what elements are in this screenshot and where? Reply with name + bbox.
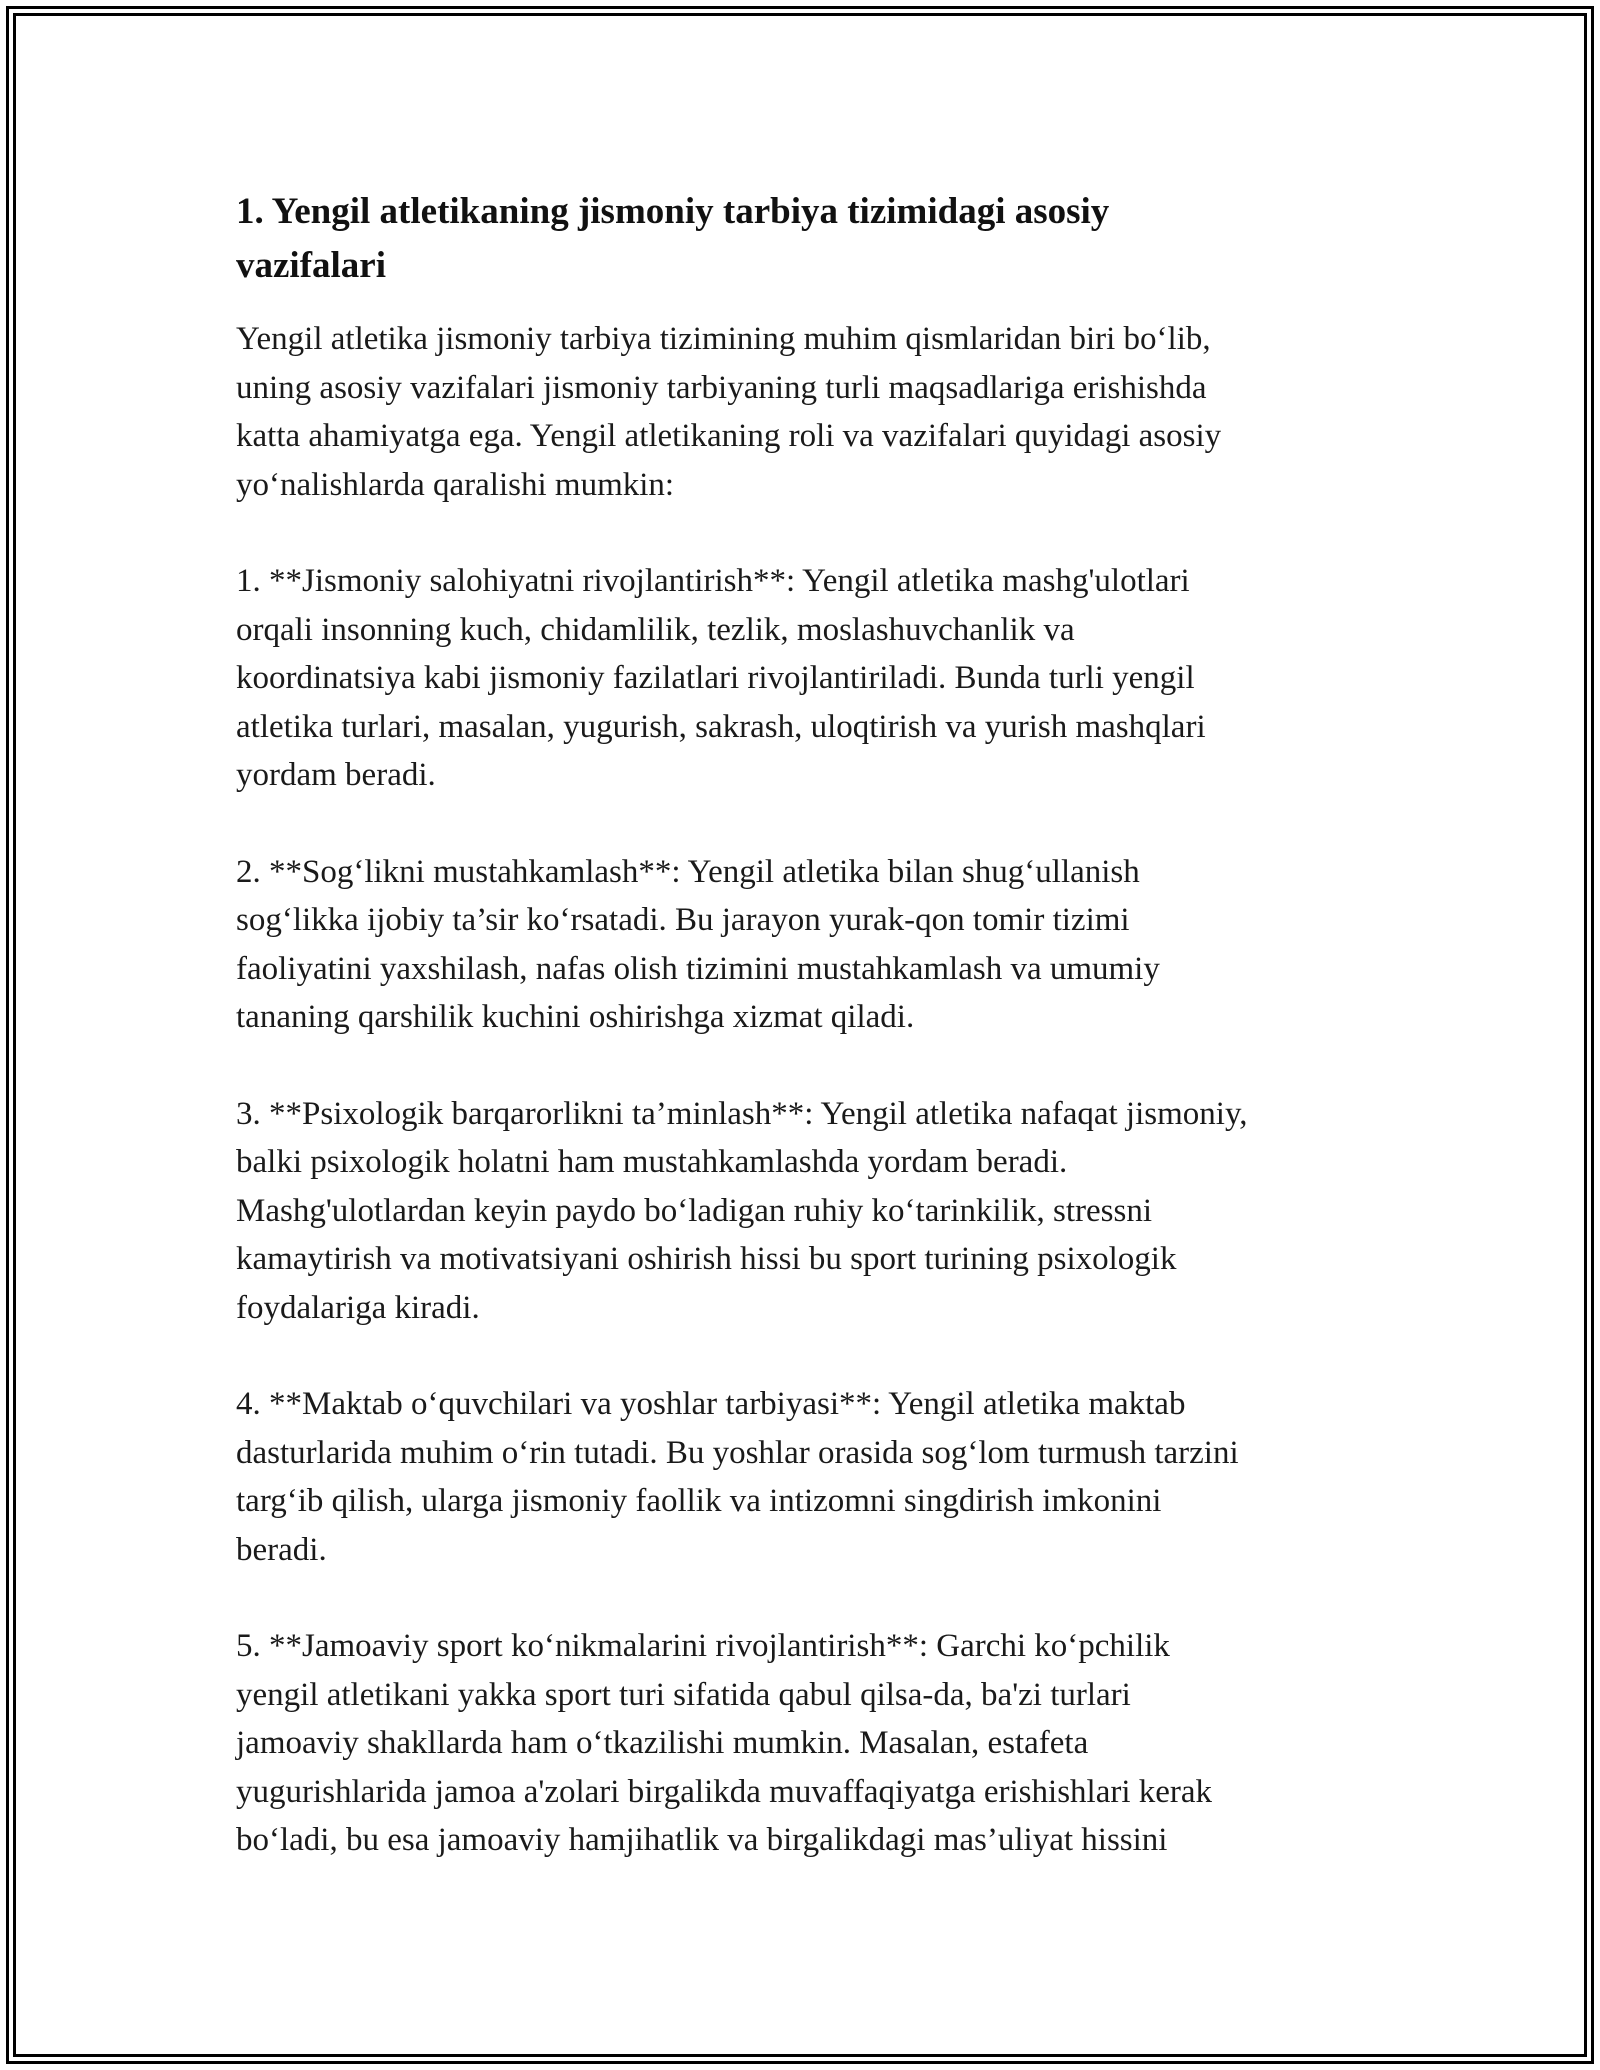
- paragraph-line: yengil atletikani yakka sport turi sifatida qabul qilsa-da, ba'zi turlari: [236, 1676, 1131, 1713]
- heading-line: vazifalari: [236, 245, 387, 286]
- paragraph-line: atletika turlari, masalan, yugurish, sakrash, uloqtirish va yurish mashqlari: [236, 708, 1206, 745]
- section-heading: [236, 185, 1386, 293]
- paragraph-line: yo‘nalishlarda qaralishi mumkin:: [236, 466, 675, 503]
- paragraph-line: yugurishlarida jamoa a'zolari birgalikda muvaffaqiyatga erishishlari kerak: [236, 1773, 1213, 1810]
- heading-line: 1. Yengil atletikaning jismoniy tarbiya tizimidagi asosiy: [236, 191, 1110, 232]
- paragraph-line: uning asosiy vazifalari jismoniy tarbiyaning turli maqsadlariga erishishda: [236, 369, 1207, 406]
- paragraph-line: yordam beradi.: [236, 757, 436, 793]
- paragraph-line: bo‘ladi, bu esa jamoaviy hamjihatlik va birgalikdagi mas’uliyat hissini: [236, 1822, 1168, 1858]
- paragraph-line: Mashg'ulotlardan keyin paydo bo‘ladigan ruhiy ko‘tarinkilik, stressni: [236, 1192, 1153, 1229]
- paragraph-line: katta ahamiyatga ega. Yengil atletikaning roli va vazifalari quyidagi asosiy: [236, 418, 1222, 454]
- list-item-4-paragraph: [236, 1380, 1386, 1574]
- paragraph-line: 2. **Sog‘likni mustahkamlash**: Yengil atletika bilan shug‘ullanish: [236, 853, 1140, 890]
- paragraph-line: orqali insonning kuch, chidamlilik, tezlik, moslashuvchanlik va: [236, 611, 1075, 648]
- paragraph-line: tananing qarshilik kuchini oshirishga xizmat qiladi.: [236, 999, 915, 1035]
- list-item-2-paragraph: [236, 848, 1386, 1042]
- paragraph-line: 5. **Jamoaviy sport ko‘nikmalarini rivojlantirish**: Garchi ko‘pchilik: [236, 1628, 1170, 1664]
- list-item-5-paragraph: [236, 1622, 1386, 1865]
- document-body: [236, 185, 1386, 1913]
- paragraph-line: foydalariga kiradi.: [236, 1289, 480, 1326]
- paragraph-line: beradi.: [236, 1531, 327, 1568]
- list-item-1-paragraph: [236, 557, 1386, 800]
- paragraph-line: 3. **Psixologik barqarorlikni ta’minlash**: Yengil atletika nafaqat jismoniy,: [236, 1095, 1248, 1132]
- paragraph-line: jamoaviy shakllarda ham o‘tkazilishi mumkin. Masalan, estafeta: [236, 1725, 1089, 1761]
- paragraph-line: dasturlarida muhim o‘rin tutadi. Bu yoshlar orasida sog‘lom turmush tarzini: [236, 1434, 1239, 1471]
- paragraph-line: targ‘ib qilish, ularga jismoniy faollik va intizomni singdirish imkonini: [236, 1483, 1162, 1519]
- paragraph-line: Yengil atletika jismoniy tarbiya tizimining muhim qismlaridan biri bo‘lib,: [236, 321, 1211, 357]
- paragraph-line: balki psixologik holatni ham mustahkamlashda yordam beradi.: [236, 1144, 1068, 1180]
- paragraph-line: faoliyatini yaxshilash, nafas olish tizimini mustahkamlash va umumiy: [236, 950, 1160, 987]
- paragraph-line: koordinatsiya kabi jismoniy fazilatlari rivojlantiriladi. Bunda turli yengil: [236, 660, 1195, 696]
- paragraph-line: 1. **Jismoniy salohiyatni rivojlantirish**: Yengil atletika mashg'ulotlari: [236, 563, 1190, 599]
- paragraph-line: kamaytirish va motivatsiyani oshirish hissi bu sport turining psixologik: [236, 1241, 1177, 1277]
- paragraph-line: sog‘likka ijobiy ta’sir ko‘rsatadi. Bu jarayon yurak-qon tomir tizimi: [236, 902, 1130, 938]
- paragraph-line: 4. **Maktab o‘quvchilari va yoshlar tarbiyasi**: Yengil atletika maktab: [236, 1386, 1186, 1422]
- list-item-3-paragraph: [236, 1090, 1386, 1333]
- intro-paragraph: [236, 315, 1386, 509]
